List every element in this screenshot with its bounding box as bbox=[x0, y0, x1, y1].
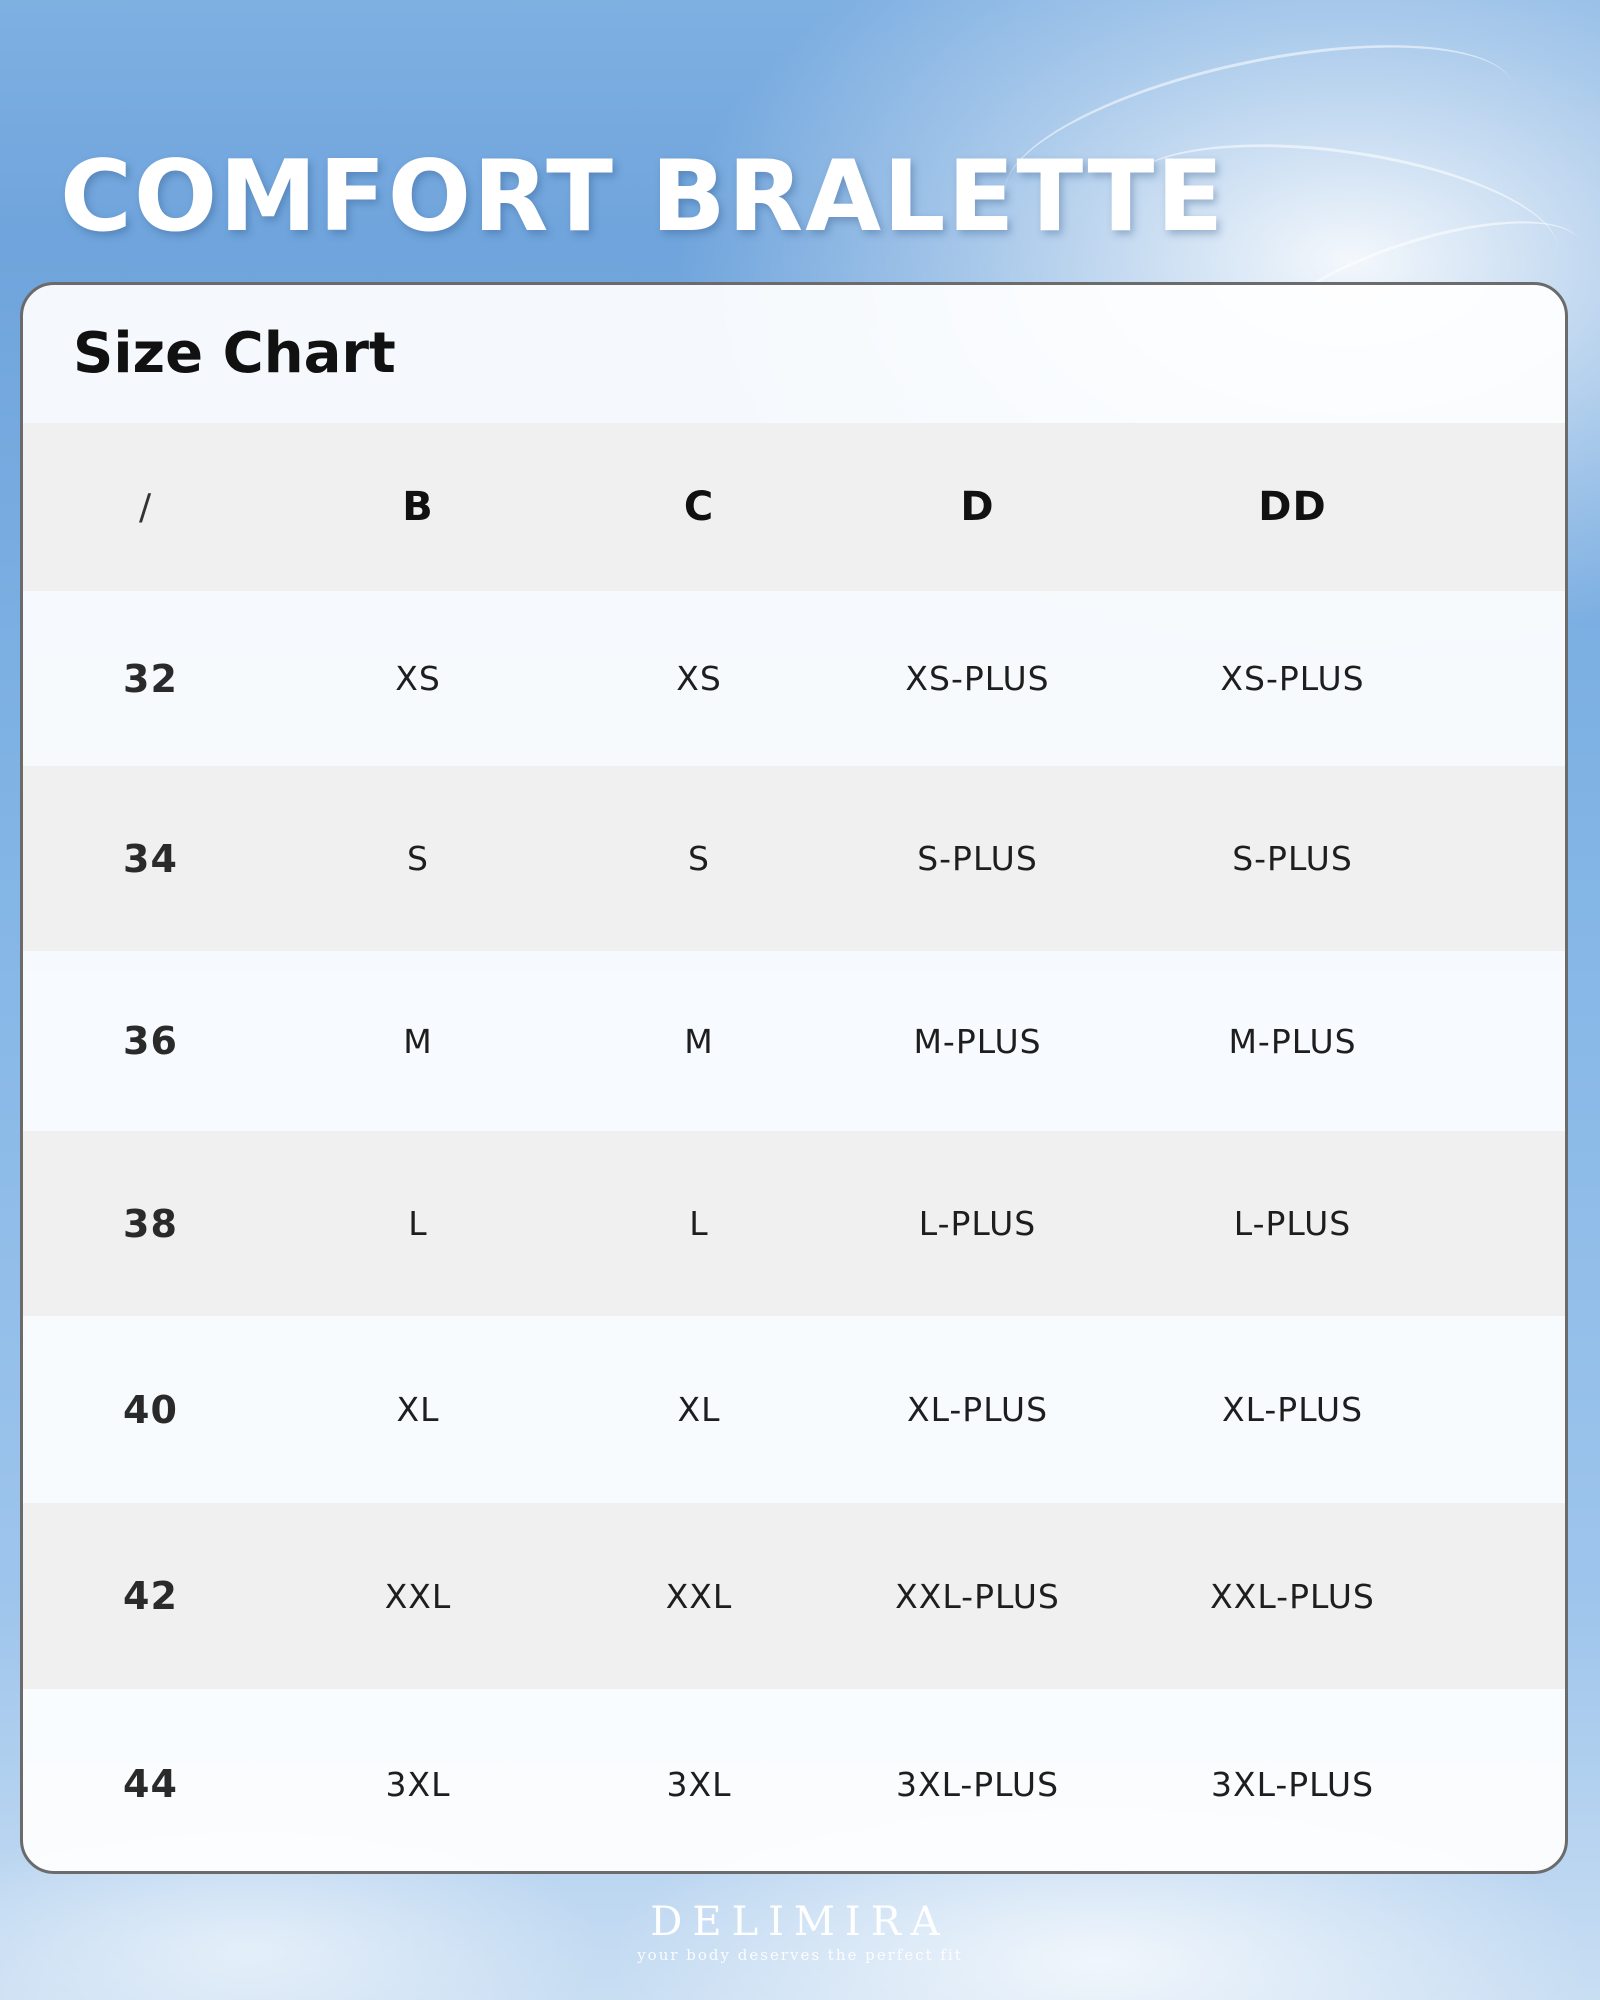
table-cell: S-PLUS bbox=[1232, 839, 1353, 878]
table-cell: S bbox=[688, 839, 710, 878]
table-cell: XXL-PLUS bbox=[1210, 1576, 1375, 1616]
table-cell: XL-PLUS bbox=[906, 1390, 1049, 1429]
table-cell: XXL bbox=[384, 1576, 452, 1616]
table-cell: M-PLUS bbox=[1228, 1021, 1357, 1061]
band-size: 42 bbox=[123, 1574, 178, 1618]
table-header-row bbox=[23, 423, 1568, 591]
size-chart-card bbox=[20, 282, 1568, 1874]
table-cell: L bbox=[689, 1204, 709, 1243]
table-cell: XS bbox=[676, 659, 722, 698]
table-cell: XS-PLUS bbox=[905, 659, 1050, 698]
table-row bbox=[23, 1131, 1568, 1316]
table-row bbox=[23, 1316, 1568, 1503]
table-cell: M bbox=[403, 1021, 433, 1061]
band-size: 38 bbox=[123, 1201, 178, 1246]
band-size: 34 bbox=[123, 836, 178, 881]
table-cell: XL bbox=[677, 1390, 721, 1429]
column-header-dd: DD bbox=[1258, 484, 1327, 530]
band-size: 32 bbox=[123, 656, 178, 701]
table-cell: 3XL bbox=[385, 1764, 451, 1804]
table-cell: L bbox=[408, 1204, 428, 1243]
table-cell: M bbox=[684, 1021, 714, 1061]
table-row bbox=[23, 1689, 1568, 1874]
size-table bbox=[23, 423, 1568, 1874]
table-row bbox=[23, 766, 1568, 951]
band-size: 40 bbox=[123, 1387, 178, 1432]
table-cell: XXL-PLUS bbox=[895, 1576, 1060, 1616]
band-size: 36 bbox=[123, 1019, 178, 1063]
column-header-c: C bbox=[683, 484, 715, 530]
table-cell: S-PLUS bbox=[917, 839, 1038, 878]
brand-tagline: your body deserves the perfect fit bbox=[637, 1946, 963, 1964]
table-row bbox=[23, 951, 1568, 1131]
corner-label: / bbox=[139, 486, 153, 528]
table-cell: L-PLUS bbox=[918, 1204, 1037, 1243]
column-header-d: D bbox=[960, 484, 995, 530]
table-cell: S bbox=[407, 839, 429, 878]
table-cell: 3XL-PLUS bbox=[1210, 1764, 1375, 1804]
table-cell: L-PLUS bbox=[1233, 1204, 1352, 1243]
table-cell: XS-PLUS bbox=[1220, 659, 1365, 698]
table-cell: 3XL bbox=[666, 1764, 732, 1804]
table-cell: M-PLUS bbox=[913, 1021, 1042, 1061]
table-row bbox=[23, 1503, 1568, 1689]
page-title: COMFORT BRALETTE bbox=[60, 140, 1226, 254]
table-cell: XL-PLUS bbox=[1221, 1390, 1364, 1429]
brand-logo bbox=[0, 1899, 1600, 1964]
band-size: 44 bbox=[123, 1762, 178, 1806]
chart-title: Size Chart bbox=[73, 321, 396, 386]
table-cell: XL bbox=[396, 1390, 440, 1429]
table-row bbox=[23, 591, 1568, 766]
column-header-b: B bbox=[402, 484, 434, 530]
table-cell: XS bbox=[395, 659, 441, 698]
table-cell: 3XL-PLUS bbox=[895, 1764, 1060, 1804]
table-cell: XXL bbox=[665, 1576, 733, 1616]
brand-name: DELIMIRA bbox=[650, 1899, 950, 1945]
